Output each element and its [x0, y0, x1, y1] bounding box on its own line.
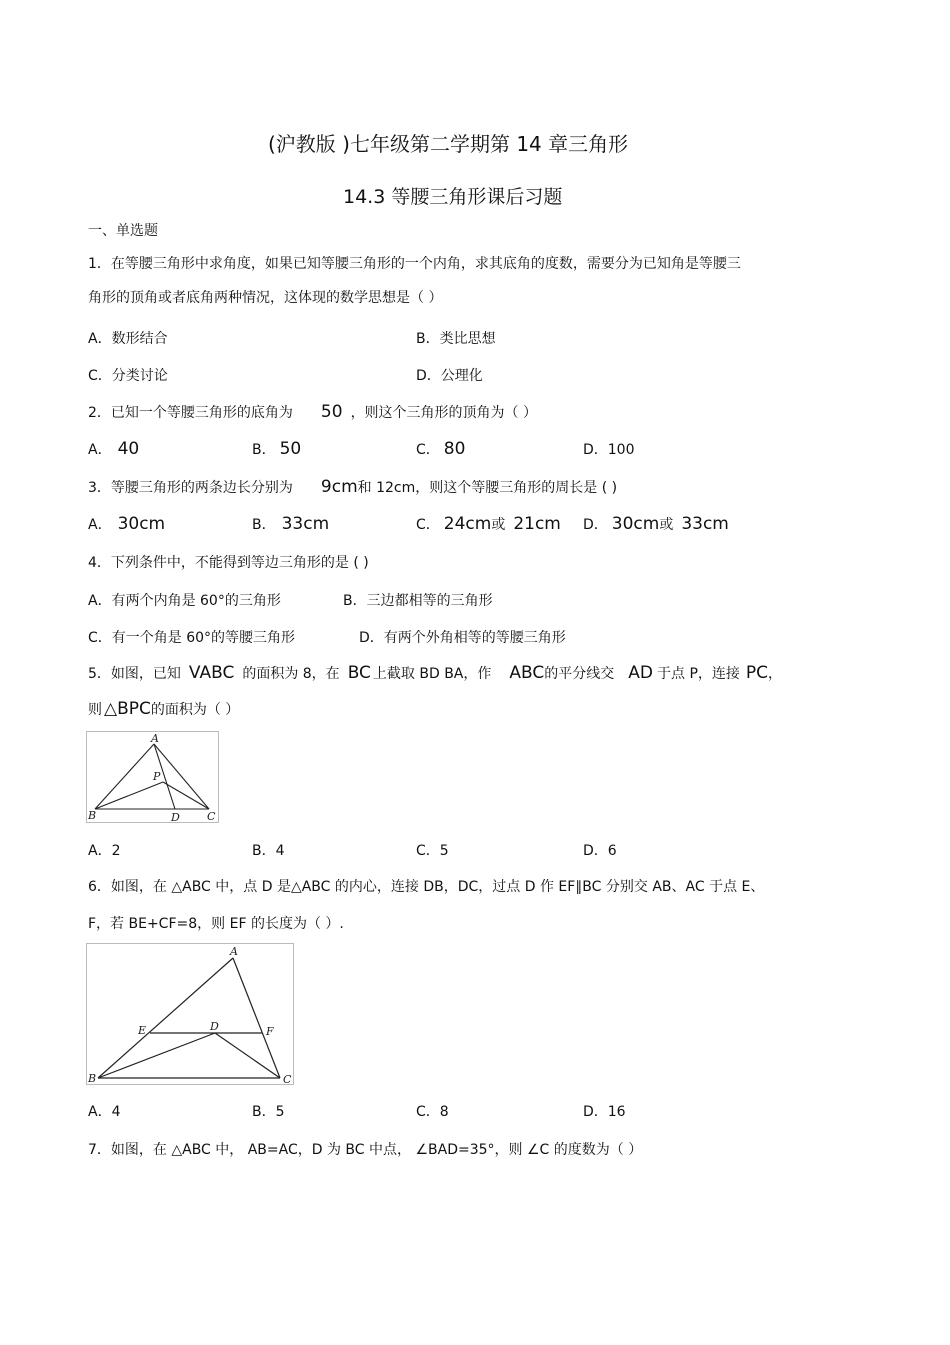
q3-stem: 3．等腰三角形的两条边长分别为 9cm和 12cm，则这个等腰三角形的周长是 ( ): [88, 477, 618, 497]
q1-option-b: B．类比思想: [416, 331, 496, 347]
q6-stem-line2: F，若 BE+CF=8，则 EF 的长度为（ ）.: [88, 916, 344, 932]
q2-stem: [88, 402, 537, 422]
q1-stem-line1: 1．在等腰三角形中求角度，如果已知等腰三角形的一个内角，求其底角的度数，需要分为已知角是等腰三: [88, 256, 741, 272]
q6-label-d: D: [210, 1020, 219, 1033]
q6-label-a: A: [230, 945, 238, 958]
q4-option-d: D．有两个外角相等的等腰三角形: [359, 630, 566, 646]
q6-option-c: C．8: [416, 1104, 449, 1120]
q5-triangle-diagram: [87, 732, 218, 822]
section-heading: 一、单选题: [88, 223, 158, 239]
q5-stem-line1: 5．如图，已知 VABC 的面积为 8，在 BC 上截取 BD BA，作 ABC的平分线交 AD 于点 P，连接 PC，: [88, 663, 783, 683]
q3-option-a: A． 30cm: [88, 514, 166, 534]
q6-label-b: B: [88, 1072, 97, 1084]
q5-label-p: P: [153, 770, 161, 783]
q2-option-b: B． 50: [252, 439, 302, 459]
q6-option-a: A．4: [88, 1104, 121, 1120]
q6-stem-line1: 6．如图，在 △ABC 中，点 D 是△ABC 的内心，连接 DB，DC，过点 D 作 EF∥BC 分别交 AB、AC 于点 E、: [88, 879, 765, 895]
q5-option-d: D．6: [583, 843, 617, 859]
q2-option-c: C． 80: [416, 439, 466, 459]
q6-figure: [86, 943, 294, 1085]
q6-label-c: C: [283, 1073, 292, 1084]
q5-option-b: B．4: [252, 843, 285, 859]
q4-option-b: B．三边都相等的三角形: [343, 593, 493, 609]
q5-option-a: A．2: [88, 843, 121, 859]
q5-label-d: D: [171, 811, 180, 822]
q4-option-c: C．有一个角是 60°的等腰三角形: [88, 630, 296, 646]
q3-option-d: D． 30cm或 33cm: [583, 514, 729, 534]
q5-label-b: B: [88, 809, 97, 822]
q2-stem-value: 50: [320, 402, 343, 422]
q5-option-c: C．5: [416, 843, 449, 859]
q5-figure: [86, 731, 219, 823]
q4-option-a: A．有两个内角是 60°的三角形: [88, 593, 281, 609]
q1-option-d: D．公理化: [416, 368, 483, 384]
q6-triangle-diagram: [87, 944, 293, 1084]
q2-stem-text-a: 2．已知一个等腰三角形的底角为: [88, 405, 293, 421]
q2-option-a: A． 40: [88, 439, 140, 459]
q1-stem-line2: 角形的顶角或者底角两种情况，这体现的数学思想是（ ）: [88, 290, 443, 306]
q7-stem: 7．如图，在 △ABC 中， AB=AC，D 为 BC 中点， ∠BAD=35°，则 ∠C 的度数为（ ）: [88, 1142, 643, 1158]
q6-option-b: B．5: [252, 1104, 285, 1120]
q2-stem-text-b: ，则这个三角形的顶角为（ ）: [350, 405, 538, 421]
q2-option-d: D．100: [583, 442, 635, 458]
q6-label-f: F: [266, 1025, 274, 1038]
q5-label-c: C: [207, 810, 216, 822]
q5-label-a: A: [151, 732, 159, 745]
q3-stem-value: 9cm: [320, 477, 358, 497]
q3-option-b: B． 33cm: [252, 514, 330, 534]
q3-option-c: C． 24cm或 21cm: [416, 514, 561, 534]
q6-label-e: E: [138, 1024, 147, 1037]
title-line-2: 14.3 等腰三角形课后习题: [343, 186, 563, 208]
q4-stem: 4．下列条件中，不能得到等边三角形的是 ( ): [88, 555, 369, 571]
title-line-1: (沪教版 )七年级第二学期第 14 章三角形: [268, 132, 629, 156]
q6-option-d: D．16: [583, 1104, 626, 1120]
q5-stem-line2: 则 △BPC的面积为（ ）: [88, 699, 240, 719]
q1-option-c: C．分类讨论: [88, 368, 168, 384]
q1-option-a: A．数形结合: [88, 331, 168, 347]
